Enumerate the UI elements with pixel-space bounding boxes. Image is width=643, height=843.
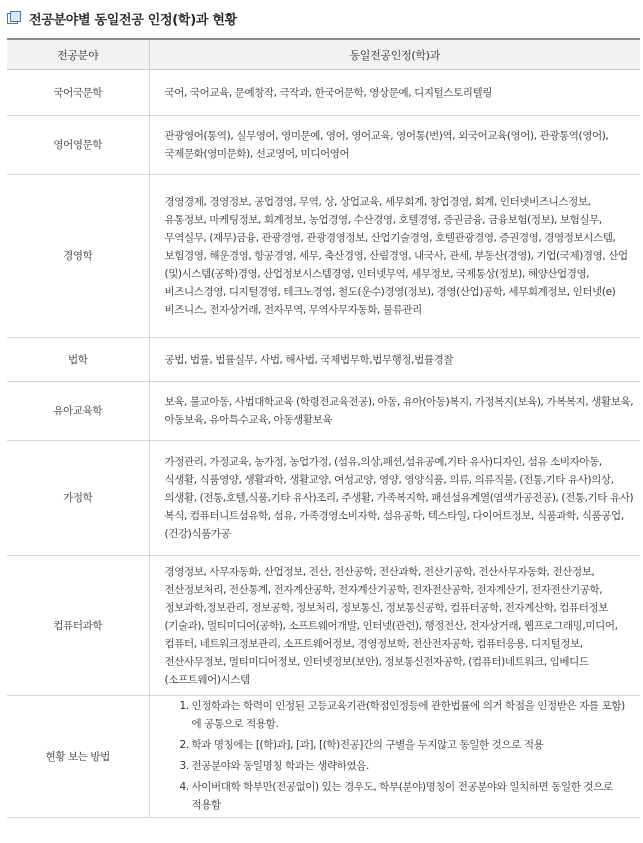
- table-row: [7, 382, 640, 441]
- notes-cell: [149, 696, 640, 818]
- majors-cell: 관광영어(통역), 실무영어, 영미문예, 영어, 영어교육, 영어통(번)역, 외국어교육(영어), 관광통역(영어), 국제문화(영미문화), 선교영어, 미디어영어: [149, 116, 640, 175]
- column-header-field: 전공분야: [7, 39, 149, 70]
- column-header-majors: 동일전공인정(학)과: [149, 39, 640, 70]
- table-row: [7, 70, 640, 116]
- note-number: 1.: [179, 700, 189, 712]
- field-cell: 현황 보는 방법: [7, 696, 149, 818]
- field-cell: 경영학: [7, 175, 149, 338]
- field-cell: 컴퓨터과학: [7, 556, 149, 696]
- table-row: [7, 556, 640, 696]
- list-item: [180, 778, 635, 814]
- table-header-row: [7, 39, 640, 70]
- field-cell: 국어국문학: [7, 70, 149, 116]
- majors-cell: 국어, 국어교육, 문예창작, 극작과, 한국어문학, 영상문예, 디지털스토리텔링: [149, 70, 640, 116]
- note-text: 전공분야와 동일명칭 학과는 생략하였음.: [191, 760, 369, 772]
- table-row: [7, 338, 640, 382]
- page-header: [7, 8, 640, 28]
- field-cell: 영어영문학: [7, 116, 149, 175]
- folder-icon: [7, 11, 21, 25]
- majors-cell: 공법, 법률, 법률실무, 사법, 해사법, 국제법무학,법무행정,법률경찰: [149, 338, 640, 382]
- page-title: 전공분야별 동일전공 인정(학)과 현황: [29, 12, 237, 28]
- field-cell: 가정학: [7, 441, 149, 556]
- note-text: 사이버대학 학부만(전공없이) 있는 경우도, 학부(분야)명칭이 전공분야와 일치하면 동일한 것으로 적용함: [191, 781, 613, 811]
- note-text: 인정학과는 학력이 인정된 고등교육기관(학점인정등에 관한법률에 의거 학점을 인정받은 자를 포함) 에 공통으로 적용함.: [191, 700, 625, 730]
- majors-cell: 경영경제, 경영정보, 공업경영, 무역, 상, 상업교육, 세무회계, 창업경영, 회계, 인터넷비즈니스정보, 유통정보, 마케팅정보, 회계정보, 농업경영, 수산경영, 호텔경영, 증권금융, 금융보험(정보), 보험실무, 무역실무, (재무)금융, 관광경영, 관광경영정보, 산업기술경영, 호텔관광경영, 증권경영, 경영정보시스템, 보험경영, 해운경영, 항공경영, 세무, 축산경영, 산림경영, 내국사, 관세, 부동산(경영), 기업(국제)경영, 산업(및)시스템(공학)경영, 산업정보시스템경영, 인터넷무역, 세무정보, 국제통상(정보), 해양산업경영, 비즈니스경영, 디지털경영, 테크노경영, 철도(운수)경영(정보), 경영(산업)공학, 세무회계정보, 인터넷(e)비즈니스, 전자상거래, 전자무역, 무역사무자동화, 물류관리: [149, 175, 640, 338]
- notes-list: [165, 697, 635, 814]
- list-item: [180, 736, 635, 754]
- table-row: [7, 175, 640, 338]
- note-number: 4.: [179, 781, 189, 793]
- note-number: 2.: [179, 739, 189, 751]
- majors-cell: 경영정보, 사무자동화, 산업정보, 전산, 전산공학, 전산과학, 전산기공학, 전산사무자동화, 전산정보, 전산정보처리, 전산통계, 전자계산공학, 전자계산기공학, 전자전산공학, 전자계산기, 전자전산기공학, 정보과학,정보관리, 정보공학, 정보처리, 정보통신, 정보통신공학, 컴퓨터공학, 전자계산학, 컴퓨터정보(기술과), 멀티미디어(공학), 소프트웨어개발, 인터넷(관련), 행정전산, 전자상거래, 웹프로그래밍,미디어,컴퓨터, 네트워크정보관리, 소프트웨어정보, 경영정보학, 전산전자공학, 컴퓨터응용, 디지털정보,전산사무정보, 멀티미디어정보, 인터넷정보(보안), 정보통신전자공학, (컴퓨터)네트워크, 임베디드(소프트웨어)시스템: [149, 556, 640, 696]
- note-text: 학과 명칭에는 [(학)과], [과], [(학)전공]간의 구별을 두지않고 동일한 것으로 적용: [191, 739, 544, 751]
- field-cell: 유아교육학: [7, 382, 149, 441]
- note-number: 3.: [179, 760, 189, 772]
- table-row: [7, 696, 640, 818]
- majors-cell: 보육, 불교아동, 사범대학교육 (학령전교육전공), 아동, 유아(아동)복지, 가정복지(보육), 가복복지, 생활보육, 아동보육, 유아특수교육, 아동생활보육: [149, 382, 640, 441]
- majors-cell: 가정관리, 가정교육, 농가정, 농업가정, (섬유,의상,패션,섬유공예,기타 유사)디자인, 섬유 소비자아동, 식생활, 식품영양, 생활과학, 생활교양, 여성교양, 영양, 영양식품, 의류, 의류직물, (전통,기타 유사)의상, 의생활, (전통,호텔,식품,기타 유사)조리, 주생활, 가족복지학, 패션섬유계열(염색가공전공), (전통,기타 유사)복식, 컴퓨터니트섬유학, 섬유, 가족경영소비자학, 섬유공학, 텍스타일, 다이어트정보, 식품과학, 식품공업, (건강)식품가공: [149, 441, 640, 556]
- field-cell: 법학: [7, 338, 149, 382]
- table-row: [7, 441, 640, 556]
- list-item: [180, 757, 635, 775]
- equivalent-majors-table: [7, 38, 640, 818]
- table-row: [7, 116, 640, 175]
- list-item: [180, 697, 635, 733]
